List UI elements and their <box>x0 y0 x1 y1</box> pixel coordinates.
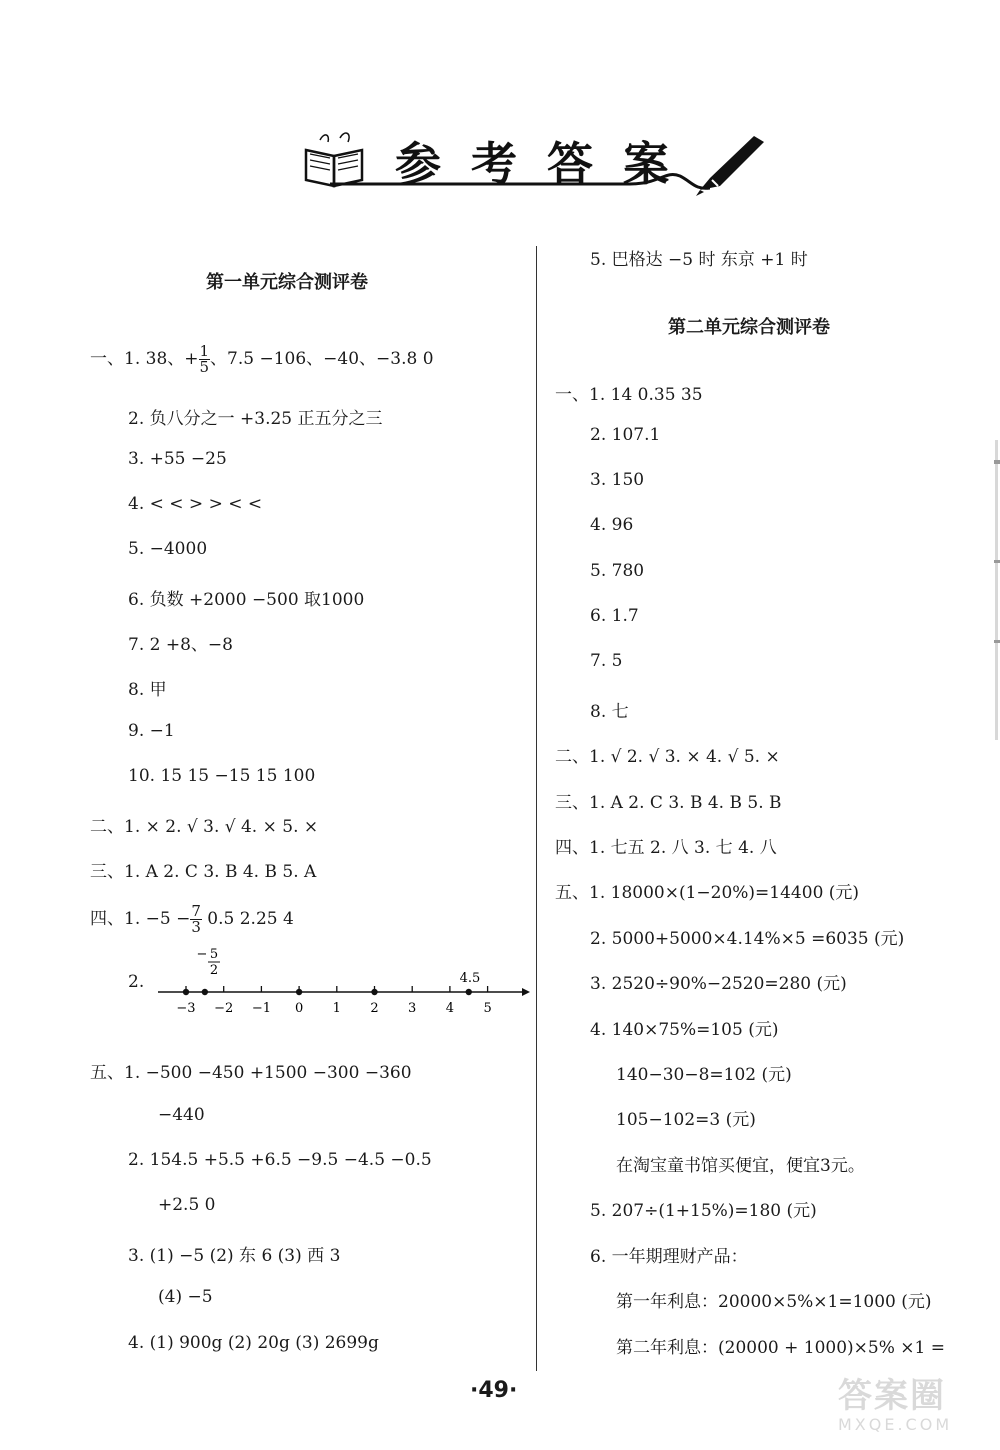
fraction: $\frac{7}{3}$ <box>191 902 201 936</box>
section-title-unit2: 第二单元综合测评卷 <box>668 317 830 338</box>
answer-line: 在淘宝童书馆买便宜，便宜3元。 <box>616 1156 865 1176</box>
answer-line: 三、1. A 2. C 3. B 4. B 5. A <box>90 862 317 882</box>
answer-line: 4. 96 <box>590 515 634 535</box>
answer-line: 105−102=3 (元) <box>616 1110 756 1130</box>
fraction: $\frac{1}{5}$ <box>199 342 210 376</box>
answer-line: 140−30−8=102 (元) <box>616 1065 792 1085</box>
answer-line: (4) −5 <box>158 1287 213 1307</box>
watermark: 答案圈 MXQE.COM <box>838 1376 953 1434</box>
numberline-label-den: 2 <box>209 963 219 978</box>
answer-line: 10. 15 15 −15 15 100 <box>128 766 316 786</box>
answer-line: 9. −1 <box>128 721 175 741</box>
answer-line: 三、1. A 2. C 3. B 4. B 5. B <box>555 793 782 813</box>
answer-line: 5. −4000 <box>128 539 208 559</box>
answer-line: 5. 780 <box>590 561 645 581</box>
numberline-tick-label: −1 <box>251 1001 271 1016</box>
answer-line: 五、1. 18000×(1−20%)=14400 (元) <box>555 883 860 903</box>
numberline-label-neg: − <box>196 948 208 962</box>
answer-line: 6. 负数 +2000 −500 取1000 <box>128 590 365 610</box>
answer-line: 5. 巴格达 −5 时 东京 +1 时 <box>590 250 808 270</box>
column-divider <box>536 246 537 1371</box>
numberline-point <box>296 989 302 995</box>
answer-line: 4. 140×75%=105 (元) <box>590 1020 779 1040</box>
answer-line: 4. (1) 900g (2) 20g (3) 2699g <box>128 1333 379 1353</box>
answer-line: 2. <box>128 972 145 992</box>
numberline-tick-label: 4 <box>445 1001 455 1016</box>
numberline-label-right: 4.5 <box>459 971 481 986</box>
numberline-tick-label: 3 <box>408 1001 417 1016</box>
answer-line: 2. 154.5 +5.5 +6.5 −9.5 −4.5 −0.5 <box>128 1150 432 1170</box>
answer-line: −440 <box>158 1105 205 1125</box>
answer-line: 3. 2520÷90%−2520=280 (元) <box>590 974 847 994</box>
answer-line: 五、1. −500 −450 +1500 −300 −360 <box>90 1063 412 1083</box>
answer-line: 2. 负八分之一 +3.25 正五分之三 <box>128 409 383 429</box>
numberline-tick-label: −2 <box>214 1001 234 1016</box>
answer-line: 第一年利息：20000×5%×1=1000 (元) <box>616 1292 932 1312</box>
answer-line: 5. 207÷(1+15%)=180 (元) <box>590 1201 817 1221</box>
section-title-unit1: 第一单元综合测评卷 <box>206 272 368 293</box>
answer-line: 二、1. √ 2. √ 3. × 4. √ 5. × <box>555 747 780 767</box>
answer-line: 四、1. −5 − $\frac{7}{3}$ 0.5 2.25 4 <box>90 902 294 936</box>
answer-line: 8. 七 <box>590 702 629 722</box>
numberline-point <box>371 989 377 995</box>
answer-line: +2.5 0 <box>158 1195 216 1215</box>
header-underline <box>330 168 710 198</box>
answer-line: 四、1. 七五 2. 八 3. 七 4. 八 <box>555 838 777 858</box>
edge-artifact <box>994 440 1000 750</box>
page-title: 参考答案 <box>395 137 699 191</box>
answer-line: 4. < < > > < < <box>128 494 263 514</box>
numberline-tick-label: 1 <box>332 1001 341 1016</box>
numberline-tick-label: 5 <box>483 1001 492 1016</box>
answer-line: 二、1. × 2. √ 3. √ 4. × 5. × <box>90 817 319 837</box>
answer-line: 8. 甲 <box>128 680 167 700</box>
number-line <box>150 948 530 1028</box>
numberline-tick-label: 0 <box>294 1001 304 1016</box>
answer-line: 2. 5000+5000×4.14%×5 =6035 (元) <box>590 929 905 949</box>
numberline-label-num: 5 <box>209 948 219 962</box>
answer-line: 3. +55 −25 <box>128 449 227 469</box>
answer-line: 3. 150 <box>590 470 645 490</box>
page-number: ·49· <box>470 1378 518 1403</box>
answer-line: 第二年利息：(20000 + 1000)×5% ×1 = <box>616 1338 945 1358</box>
answer-line: 7. 5 <box>590 651 623 671</box>
answer-line: 一、1. 38、+ $\frac{1}{5}$ 、7.5 −106、−40、−3.8 0 <box>90 342 434 376</box>
answer-line: 一、1. 14 0.35 35 <box>555 385 703 405</box>
numberline-point <box>466 989 472 995</box>
numberline-point <box>202 989 208 995</box>
numberline-tick-label: 2 <box>370 1001 379 1016</box>
answer-line: 6. 一年期理财产品： <box>590 1247 748 1267</box>
answer-line: 7. 2 +8、−8 <box>128 635 233 655</box>
answer-line: 2. 107.1 <box>590 425 661 445</box>
answer-line: 6. 1.7 <box>590 606 639 626</box>
numberline-tick-label: −3 <box>176 1001 196 1016</box>
numberline-point <box>183 989 189 995</box>
answer-line: 3. (1) −5 (2) 东 6 (3) 西 3 <box>128 1246 341 1266</box>
